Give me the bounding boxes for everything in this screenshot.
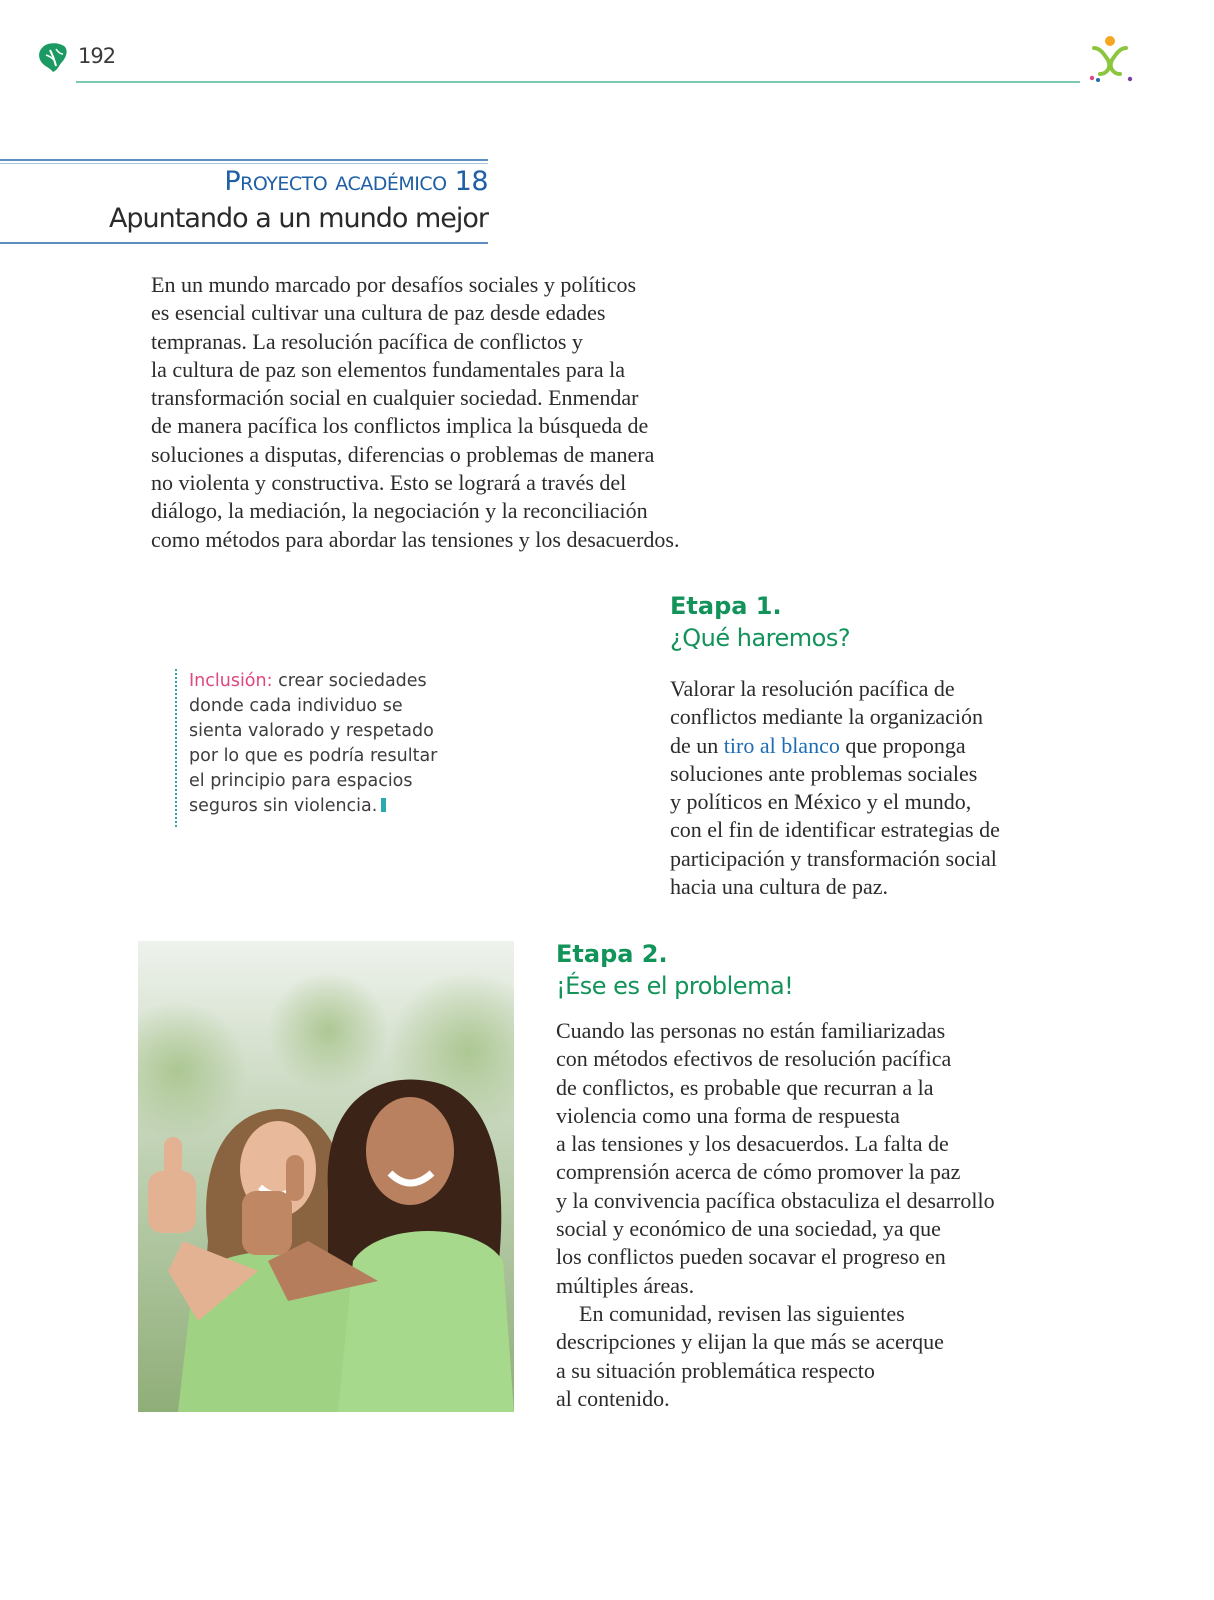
etapa2-line: con métodos efectivos de resolución pacífica xyxy=(556,1046,952,1072)
glossary-link-tiro-al-blanco[interactable]: tiro al blanco xyxy=(723,732,840,758)
etapa1-paragraph xyxy=(670,675,1040,901)
etapa2-line: múltiples áreas. xyxy=(556,1272,695,1298)
note-text: crear sociedades xyxy=(272,671,427,691)
etapa1-line: hacia una cultura de paz. xyxy=(670,874,889,900)
note-line: por lo que es podría resultar xyxy=(189,746,438,766)
girls-thumbs-up-photo xyxy=(138,941,514,1412)
etapa2-line: En comunidad, revisen las siguientes xyxy=(579,1300,905,1326)
etapa2-line: al contenido. xyxy=(556,1385,670,1411)
intro-line: es esencial cultivar una cultura de paz desde edades xyxy=(151,300,606,326)
note-line: el principio para espacios xyxy=(189,771,413,791)
etapa2-question: ¡Ése es el problema! xyxy=(556,972,794,1000)
intro-line: diálogo, la mediación, la negociación y la reconciliación xyxy=(151,498,648,524)
intro-line: como métodos para abordar las tensiones y los desacuerdos. xyxy=(151,526,680,552)
etapa1-line: participación y transformación social xyxy=(670,845,997,871)
intro-line: En un mundo marcado por desafíos sociales y políticos xyxy=(151,272,637,297)
note-line xyxy=(189,794,489,819)
intro-line: la cultura de paz son elementos fundamentales para la xyxy=(151,356,626,382)
etapa1-text: que proponga xyxy=(839,732,966,758)
etapa1-line: Valorar la resolución pacífica de xyxy=(670,676,955,701)
etapa2-heading: Etapa 2. xyxy=(556,940,668,968)
etapa2-paragraph xyxy=(556,1017,1016,1413)
etapa2-line: los conflictos pueden socavar el progreso en xyxy=(556,1244,946,1270)
intro-line: soluciones a disputas, diferencias o problemas de manera xyxy=(151,441,655,467)
intro-line: transformación social en cualquier sociedad. Enmendar xyxy=(151,385,639,411)
etapa2-line: violencia como una forma de respuesta xyxy=(556,1102,900,1128)
note-term: Inclusión: xyxy=(189,671,273,691)
etapa1-line: soluciones ante problemas sociales xyxy=(670,760,978,786)
intro-line: no violenta y constructiva. Esto se logrará a través del xyxy=(151,470,627,496)
header-rule xyxy=(76,81,1080,83)
etapa1-question: ¿Qué haremos? xyxy=(670,624,851,652)
end-mark-icon xyxy=(381,798,386,812)
page-number: 192 xyxy=(78,44,116,68)
project-title: Proyecto académico 18 xyxy=(224,166,488,197)
project-bottom-rule xyxy=(0,242,488,244)
note-text: seguros sin violencia. xyxy=(189,796,378,816)
etapa2-line: comprensión acerca de cómo promover la paz xyxy=(556,1159,961,1185)
note-line xyxy=(189,669,489,694)
figure-logo-icon xyxy=(1086,34,1134,84)
note-line: sienta valorado y respetado xyxy=(189,721,434,741)
note-line: donde cada individuo se xyxy=(189,696,403,716)
etapa2-line: social y económico de una sociedad, ya que xyxy=(556,1216,941,1242)
etapa1-text: de un xyxy=(670,732,724,758)
etapa2-line: a su situación problemática respecto xyxy=(556,1357,875,1383)
etapa2-line: descripciones y elijan la que más se acerque xyxy=(556,1329,944,1355)
intro-paragraph xyxy=(151,271,731,554)
etapa1-line: y políticos en México y el mundo, xyxy=(670,789,972,815)
glossary-note xyxy=(175,669,489,827)
etapa2-line: y la convivencia pacífica obstaculiza el desarrollo xyxy=(556,1187,995,1213)
etapa2-line: a las tensiones y los desacuerdos. La falta de xyxy=(556,1131,949,1157)
intro-line: tempranas. La resolución pacífica de conflictos y xyxy=(151,328,583,354)
leaf-icon xyxy=(36,40,70,74)
intro-line: de manera pacífica los conflictos implica la búsqueda de xyxy=(151,413,649,439)
etapa1-line: con el fin de identificar estrategias de xyxy=(670,817,1000,843)
project-top-rule xyxy=(0,159,488,161)
etapa1-line: conflictos mediante la organización xyxy=(670,704,983,730)
etapa1-heading: Etapa 1. xyxy=(670,592,782,620)
etapa1-line xyxy=(670,732,1040,760)
etapa2-line: de conflictos, es probable que recurran a la xyxy=(556,1074,934,1100)
etapa2-line: Cuando las personas no están familiarizadas xyxy=(556,1018,946,1043)
project-subtitle: Apuntando a un mundo mejor xyxy=(108,203,488,234)
